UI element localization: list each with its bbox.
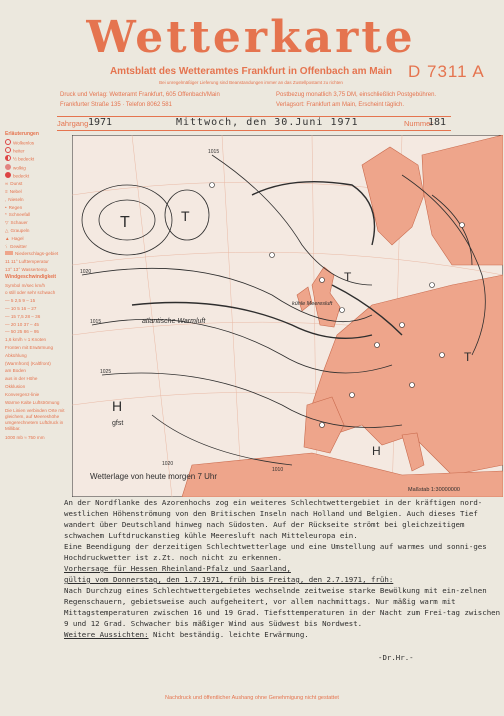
legend-item: ▲ Hagel xyxy=(5,235,24,241)
jahrgang-value: 1971 xyxy=(88,117,113,128)
legend-panel xyxy=(5,131,71,442)
outlook-text: Nicht beständig. leichte Erwärmung. xyxy=(148,630,309,639)
svg-text:1020: 1020 xyxy=(162,461,174,467)
weather-map xyxy=(72,135,503,497)
svg-text:1010: 1010 xyxy=(272,467,284,473)
nebel-icon: ≡ xyxy=(5,189,8,195)
publisher-line-1: Druck und Verlag: Wetteramt Frankfurt, 605 Offenbach/Main xyxy=(60,92,220,98)
fronts-line: Fronten mit Erwärmung Abkühlung xyxy=(5,345,53,358)
nieseln-icon: , xyxy=(5,196,7,202)
regen-icon: • xyxy=(5,204,7,210)
legend-item: ≡ Nebel xyxy=(5,189,22,195)
legend-item: ∞ Dunst xyxy=(5,181,23,187)
signature: -Dr.Hr.- xyxy=(378,653,414,662)
issue-date: Mittwoch, den 30.Juni 1971 xyxy=(176,117,359,128)
knot-note: 1,6 km/h ≈ 1 Knoten xyxy=(5,337,47,343)
pressure-center-h2-note: gfst xyxy=(112,420,124,427)
forecast-text: Nach Durchzug eines Schlechtwettergebietes wechselnde zeitweise starke Bewölkung mit ein-zelnen Regenschauern, gebietsweise auch aufgeheitert, vor allem nachmittags. Nur mäßig warm mit Mittagstemperaturen zwischen 16 und 19 Grad. Tiefsttemperaturen in der Nacht zum Frei-tag zwischen 9 und 12 Grad. Schwacher bis mäßiger Wind aus Südwest bis Nordwest. xyxy=(64,586,501,628)
legend-item: ▽ Schauer xyxy=(5,220,28,226)
pressure-center-t3: T xyxy=(344,270,352,284)
heiter-icon xyxy=(5,147,11,153)
pressure-center-h3: H xyxy=(372,444,381,458)
dunst-icon: ∞ xyxy=(5,181,9,187)
outlook-label: Weitere Aussichten: xyxy=(64,630,149,639)
pressure-center-h2: H xyxy=(112,398,123,414)
publisher-info-left xyxy=(60,90,220,110)
legend-item: △ Graupeln xyxy=(5,228,30,234)
hagel-icon: ▲ xyxy=(5,235,10,241)
graupeln-icon: △ xyxy=(5,228,9,234)
map-caption: Wetterlage von heute morgen 7 Uhr xyxy=(90,472,218,481)
publication-code: D 7311 A xyxy=(408,62,485,81)
legend-item: bedeckt xyxy=(5,172,71,180)
outlook-line xyxy=(64,629,504,640)
schauer-icon: ▽ xyxy=(5,220,9,226)
schneefall-icon: * xyxy=(5,212,7,218)
delivery-note: Bei unregelmäßiger Lieferung sind Beanstandungen immer an das Zustellpostamt zu richten xyxy=(159,80,343,85)
legend-item: heiter xyxy=(5,147,71,155)
pressure-center-h1: T xyxy=(120,214,130,231)
legend-item: • Regen xyxy=(5,204,23,210)
legend-item: ½ bedeckt xyxy=(5,155,71,163)
wind-header: Symbol m/sec km/h xyxy=(5,282,46,288)
fronts-line: aus in der Höhe xyxy=(5,376,38,382)
publisher-info-right xyxy=(276,90,436,110)
svg-text:1025: 1025 xyxy=(100,369,112,375)
pressure-center-t4: T xyxy=(464,350,472,364)
wind-row: — 5 2,5 9 – 15 xyxy=(5,298,36,304)
half-cloudy-icon xyxy=(5,155,11,161)
footer-note: Nachdruck und öffentlicher Aushang ohne Genehmigung nicht gestattet xyxy=(165,695,339,701)
svg-text:1020: 1020 xyxy=(80,269,92,275)
masthead-title: Wetterkarte xyxy=(86,12,416,63)
wind-row: — 20 10 37 – 45 xyxy=(5,321,39,327)
wind-row: — 50 25 86 – 95 xyxy=(5,329,39,335)
map-scale: Maßstab 1:30000000 xyxy=(408,487,460,493)
legend-item: wolkig xyxy=(5,164,71,172)
wind-row: — 10 5 16 – 27 xyxy=(5,306,37,312)
legend-temp: 11 11° Lufttemperatur xyxy=(5,259,49,265)
svg-text:1015: 1015 xyxy=(208,149,220,155)
fronts-line: (Warmfront) (Kaltfront) xyxy=(5,360,51,366)
subscription-line: Postbezug monatlich 3,75 DM, einschließlich Postgebühren. xyxy=(276,92,437,98)
legend-title: Erläuterungen xyxy=(5,131,39,137)
bedeckt-icon xyxy=(5,172,11,178)
legend-item: ᛊ Gewitter xyxy=(5,243,27,249)
wolkig-icon xyxy=(5,164,11,170)
pressure-center-t2: T xyxy=(181,208,190,224)
niederschlag-area-icon xyxy=(5,251,13,255)
report-paragraph-1: An der Nordflanke des Azorenhochs zog ein weiteres Schlechtwettergebiet in der kräftigen nord-westlichen Höhenströmung von den Britischen Inseln nach Holland und Belgien. Auch dieses Tief wandert über Deutschland hinweg nach Südosten. Auf der Rückseite strömt bei gleichzeitigem schwachem Luftdruckanstieg kühle Meeresluft nach Mitteleuropa ein. xyxy=(64,498,483,540)
publishing-place-line: Verlagsort: Frankfurt am Main, Erscheint täglich. xyxy=(276,102,405,108)
legend-item: Niederschlags-gebiet xyxy=(5,250,71,258)
nummer-value: 181 xyxy=(428,117,447,128)
isobar-note: Die Linien verbinden Orte mit gleichem, auf Meereshöhe umgerechnetem Luftdruck in Millibar. xyxy=(5,408,65,432)
fronts-line: Warme Kalte Luftströmung xyxy=(5,399,60,405)
fronts-line: am Boden xyxy=(5,368,26,374)
wolkenlos-icon xyxy=(5,139,11,145)
forecast-heading: Vorhersage für Hessen Rheinland-Pfalz und Saarland, xyxy=(64,564,291,573)
gewitter-icon: ᛊ xyxy=(5,243,8,249)
wind-row: o still oder sehr schwach xyxy=(5,290,56,296)
wind-row: — 15 7,5 28 – 36 xyxy=(5,313,41,319)
forecast-validity: gültig vom Donnerstag, den 1.7.1971, früh bis Freitag, den 2.7.1971, früh: xyxy=(64,575,394,584)
fronts-line: Okklusion xyxy=(5,384,26,389)
jahrgang-label: Jahrgang xyxy=(57,119,89,128)
nummer-label: Nummer xyxy=(404,119,433,128)
airmass-north-label: kühle Meeresluft xyxy=(292,301,333,307)
header-rule-bottom xyxy=(57,130,451,131)
report-paragraph-2: Eine Beendigung der derzeitigen Schlechtwetterlage und eine Umstellung auf warmes und sonni-ges Hochdruckwetter ist z.Zt. noch nicht zu erkennen. xyxy=(64,542,487,562)
pressure-conversion: 1000 mb ≈ 750 mm xyxy=(5,435,45,441)
masthead-subtitle: Amtsblatt des Wetteramtes Frankfurt in Offenbach am Main xyxy=(109,66,393,77)
weather-report xyxy=(64,497,504,640)
airmass-atlantic-label: atlantische Warmluft xyxy=(142,318,206,325)
wind-title: Windgeschwindigkeit xyxy=(5,273,57,280)
legend-item: Wolkenlos xyxy=(5,139,71,147)
fronts-line: Konvergenz-linie xyxy=(5,391,40,397)
legend-water: 13° 13° Wassertemp. xyxy=(5,267,49,273)
publisher-line-2: Frankfurter Straße 135 · Telefon 8062 581 xyxy=(60,102,172,108)
legend-item: , Nieseln xyxy=(5,196,24,202)
legend-item: * Schneefall xyxy=(5,212,31,218)
svg-text:1015: 1015 xyxy=(90,319,102,325)
